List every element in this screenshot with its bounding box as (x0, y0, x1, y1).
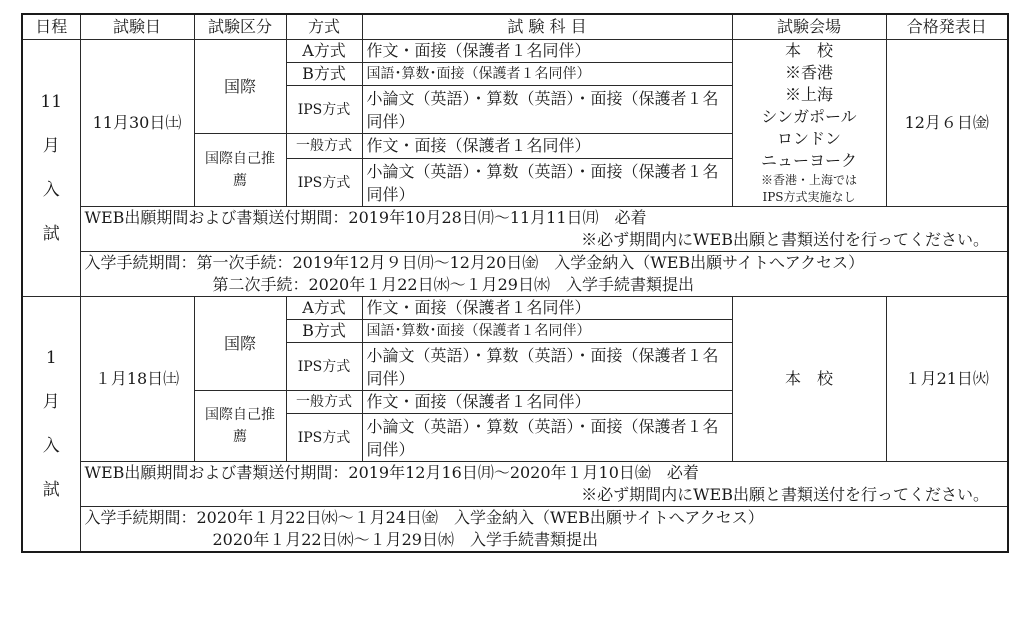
method-cell: A方式 (286, 297, 362, 320)
procedure-text-2: 2020年１月22日㈬～１月29日㈬ 入学手続書類提出 (212, 530, 598, 549)
exam-schedule-document (21, 13, 1009, 553)
subject-cell: 小論文（英語）・算数（英語）・面接（保護者１名同伴） (362, 343, 732, 391)
subject-cell: 小論文（英語）・算数（英語）・面接（保護者１名同伴） (362, 86, 732, 134)
web-period-row (22, 207, 1008, 252)
subject-cell: 作文・面接（保護者１名同伴） (362, 391, 732, 414)
result-date: １月21日㈫ (886, 297, 1008, 462)
method-cell: IPS方式 (286, 414, 362, 462)
subject-cell: 国語･算数･面接（保護者１名同伴） (362, 63, 732, 86)
venue-note: ※香港・上海では (760, 173, 857, 187)
method-cell: B方式 (286, 320, 362, 343)
method-cell: A方式 (286, 40, 362, 63)
exam-schedule-table (21, 13, 1009, 553)
header-method: 方式 (286, 14, 362, 40)
venue-cell: 本 校 (732, 297, 886, 462)
procedure-text-2: 第二次手続：2020年１月22日㈬～１月29日㈬ 入学手続書類提出 (212, 275, 694, 294)
subject-cell: 作文・面接（保護者１名同伴） (362, 40, 732, 63)
exam-date: 11月30日㈯ (80, 40, 194, 207)
round-label-november: 11 月 入 試 (22, 40, 80, 297)
header-venue: 試験会場 (732, 14, 886, 40)
header-row (22, 14, 1008, 40)
header-category: 試験区分 (194, 14, 286, 40)
subject-cell: 国語･算数･面接（保護者１名同伴） (362, 320, 732, 343)
subject-cell: 作文・面接（保護者１名同伴） (362, 134, 732, 159)
procedure-text-1: 入学手続期間：第一次手続：2019年12月９日㈪～12月20日㈮ 入学金納入（WEB出願サイトへアクセス） (84, 253, 865, 272)
category-kokusai: 国際 (194, 40, 286, 134)
method-cell: 一般方式 (286, 391, 362, 414)
header-exam-date: 試験日 (80, 14, 194, 40)
method-cell: 一般方式 (286, 134, 362, 159)
method-cell: IPS方式 (286, 343, 362, 391)
header-subjects: 試 験 科 目 (362, 14, 732, 40)
category-jiko-suisen: 国際自己推薦 (194, 391, 286, 462)
exam-date: １月18日㈯ (80, 297, 194, 462)
web-period-cell (80, 207, 1008, 252)
subject-cell: 小論文（英語）・算数（英語）・面接（保護者１名同伴） (362, 159, 732, 207)
method-cell: IPS方式 (286, 86, 362, 134)
table-row (22, 40, 1008, 63)
table-row (22, 297, 1008, 320)
category-jiko-suisen: 国際自己推薦 (194, 134, 286, 207)
header-result-date: 合格発表日 (886, 14, 1008, 40)
procedure-text-1: 入学手続期間：2020年１月22日㈬～１月24日㈮ 入学金納入（WEB出願サイトへアクセス） (84, 508, 764, 527)
procedure-cell (80, 252, 1008, 297)
method-cell: B方式 (286, 63, 362, 86)
procedure-row (22, 252, 1008, 297)
procedure-cell (80, 507, 1008, 553)
web-period-text: WEB出願期間および書類送付期間：2019年12月16日㈪～2020年１月10日㈮ 必着 (84, 463, 699, 482)
method-cell: IPS方式 (286, 159, 362, 207)
web-period-note: ※必ず期間内にWEB出願と書類送付を行ってください。 (581, 230, 989, 249)
header-schedule: 日程 (22, 14, 80, 40)
web-period-note: ※必ず期間内にWEB出願と書類送付を行ってください。 (581, 485, 989, 504)
venue-note: IPS方式実施なし (762, 190, 856, 204)
subject-cell: 作文・面接（保護者１名同伴） (362, 297, 732, 320)
web-period-text: WEB出願期間および書類送付期間：2019年10月28日㈪～11月11日㈪ 必着 (84, 208, 647, 227)
round-label-january: 1 月 入 試 (22, 297, 80, 553)
subject-cell: 小論文（英語）・算数（英語）・面接（保護者１名同伴） (362, 414, 732, 462)
web-period-row (22, 462, 1008, 507)
result-date: 12月６日㈮ (886, 40, 1008, 207)
venue-cell: 本 校 ※香港 ※上海 シンガポール ロンドン ニューヨーク ※香港・上海では IPS方式実施なし (732, 40, 886, 207)
category-kokusai: 国際 (194, 297, 286, 391)
procedure-row (22, 507, 1008, 553)
web-period-cell (80, 462, 1008, 507)
